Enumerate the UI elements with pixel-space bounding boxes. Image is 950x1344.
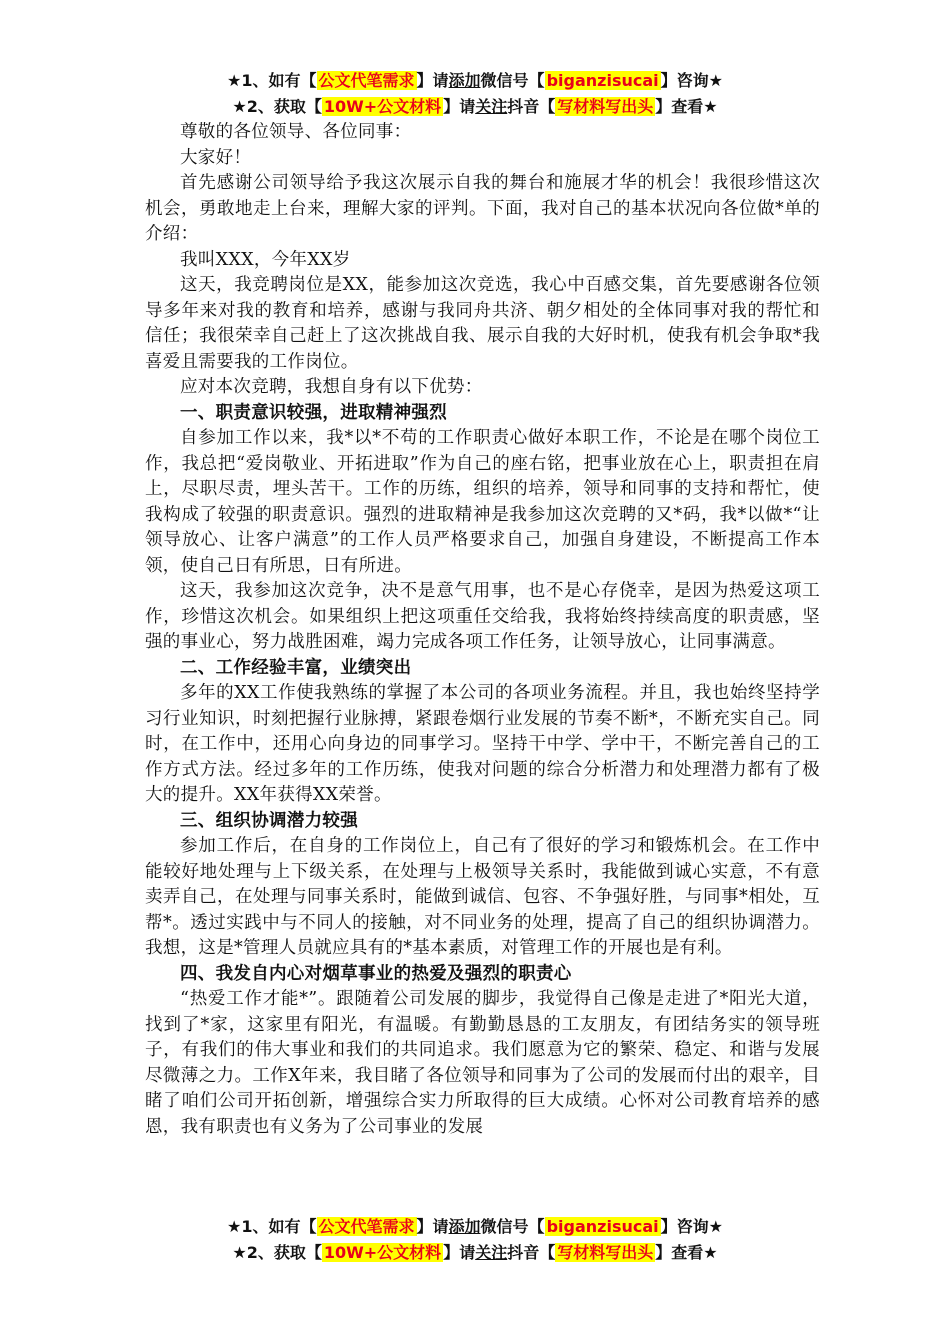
banner-text: 】请 — [443, 1243, 476, 1262]
paragraph: 尊敬的各位领导、各位同事： — [180, 122, 412, 142]
banner-text: 】查看★ — [655, 1243, 718, 1262]
paragraph: “热爱工作才能*”。跟随着公司发展的脚步，我觉得自己像是走进了*阳光大道，找到了*家，这家里有阳光，有温暖。有勤勤恳恳的工友朋友，有团结务实的领导班子，有我们的伟大事业和我们的共同追求。我们愿意为它的繁荣、稳定、和谐与发展尽微薄之力。工作X年来，我目睹了各位领导和同事为了公司的发展而付出的艰辛，目睹了咱们公司开拓创新，增强综合实力所取得的巨大成绩。心怀对公司教育培养的感恩，我有职责也有义务为了公司事业的发展 — [145, 989, 820, 1137]
paragraph: 大家好！ — [180, 147, 252, 168]
paragraph: 这天，我参加这次竞争，决不是意气用事，也不是心存侥幸，是因为热爱这项工作，珍惜这次机会。如果组织上把这项重任交给我，我将始终持续高度的职责感，坚强的事业心，努力战胜困难，竭力完成各项工作任务，让领导放心，让同事满意。 — [145, 581, 820, 652]
section-heading: 二、工作经验丰富，业绩突出 — [180, 657, 412, 678]
banner-text: 抖音【 — [507, 1243, 556, 1262]
paragraph: 首先感谢公司领导给予我这次展示自我的舞台和施展才华的机会！我很珍惜这次机会，勇敢地走上台来，理解大家的评判。下面，我对自己的基本状况向各位做*单的介绍： — [145, 173, 820, 244]
paragraph: 我叫XXX，今年XX岁 — [180, 249, 351, 270]
section-heading: 三、组织协调潜力较强 — [180, 810, 358, 831]
section-heading: 四、我发自内心对烟草事业的热爱及强烈的职责心 — [180, 963, 572, 984]
banner-text: 微信号【 — [480, 71, 545, 90]
banner-highlight: 公文代笔需求 — [318, 1217, 415, 1236]
paragraph: 多年的XX工作使我熟练的掌握了本公司的各项业务流程。并且，我也始终坚持学习行业知识，时刻把握行业脉搏，紧跟卷烟行业发展的节奏不断*，不断充实自己。同时，在工作中，还用心向身边的同事学习。坚持干中学、学中干，不断完善自己的工作方式方法。经过多年的工作历练，使我对问题的综合分析潜力和处理潜力都有了极大的提升。XX年获得XX荣誉。 — [145, 683, 820, 805]
banner-text: ★1、如有【 — [227, 71, 317, 90]
banner-highlight: 10W+公文材料 — [323, 1243, 442, 1262]
banner-underline: 添加 — [448, 1217, 481, 1236]
header-banner — [0, 68, 950, 120]
banner-highlight: 公文代笔需求 — [318, 71, 415, 90]
banner-underline: 关注 — [475, 1243, 508, 1262]
banner-text: ★2、获取【 — [232, 1243, 322, 1262]
banner-highlight: biganzisucai — [546, 1217, 659, 1236]
paragraph: 参加工作后，在自身的工作岗位上，自己有了很好的学习和锻炼机会。在工作中能较好地处理与上下级关系，在处理与上极领导关系时，我能做到诚心实意，不有意卖弄自己，在处理与同事关系时，能做到诚信、包容、不争强好胜，与同事*相处，互帮*。透过实践中与不同人的接触，对不同业务的处理，提高了自己的组织协调潜力。我想，这是*管理人员就应具有的*基本素质，对管理工作的开展也是有利。 — [145, 836, 820, 958]
footer-banner — [0, 1214, 950, 1266]
paragraph: 应对本次竞聘，我想自身有以下优势： — [180, 377, 483, 397]
banner-text: 】请 — [416, 1217, 449, 1236]
banner-line-1 — [0, 68, 950, 94]
banner-highlight: 写材料写出头 — [557, 1243, 654, 1262]
banner-text: 微信号【 — [480, 1217, 545, 1236]
banner-line-2 — [0, 94, 950, 120]
banner-text: ★2、获取【 — [232, 97, 322, 116]
banner-highlight: 写材料写出头 — [557, 97, 654, 116]
banner-text: 】查看★ — [655, 97, 718, 116]
banner-line-2 — [0, 1240, 950, 1266]
banner-text: 】请 — [443, 97, 476, 116]
banner-highlight: 10W+公文材料 — [323, 97, 442, 116]
banner-text: 】咨询★ — [660, 1217, 723, 1236]
banner-text: ★1、如有【 — [227, 1217, 317, 1236]
paragraph: 自参加工作以来，我*以*不苟的工作职责心做好本职工作，不论是在哪个岗位工作，我总把“爱岗敬业、开拓进取”作为自己的座右铭，把事业放在心上，职责担在肩上，尽职尽责，埋头苦干。工作的历练，组织的培养，领导和同事的支持和帮忙，使我构成了较强的职责意识。强烈的进取精神是我参加这次竞聘的又*码，我*以做*“让领导放心、让客户满意”的工作人员严格要求自己，加强自身建设，不断提高工作本领，使自己日有所思，日有所进。 — [145, 428, 820, 576]
banner-text: 】请 — [416, 71, 449, 90]
banner-text: 抖音【 — [507, 97, 556, 116]
banner-underline: 关注 — [475, 97, 508, 116]
section-heading: 一、职责意识较强，进取精神强烈 — [180, 402, 447, 423]
banner-underline: 添加 — [448, 71, 481, 90]
paragraph: 这天，我竞聘岗位是XX，能参加这次竞选，我心中百感交集，首先要感谢各位领导多年来对我的教育和培养，感谢与我同舟共济、朝夕相处的全体同事对我的帮忙和信任；我很荣幸自己赶上了这次挑战自我、展示自我的大好时机，使我有机会争取*我喜爱且需要我的工作岗位。 — [145, 275, 820, 372]
banner-text: 】咨询★ — [660, 71, 723, 90]
banner-highlight: biganzisucai — [546, 71, 659, 90]
document-body — [145, 120, 820, 1140]
banner-line-1 — [0, 1214, 950, 1240]
